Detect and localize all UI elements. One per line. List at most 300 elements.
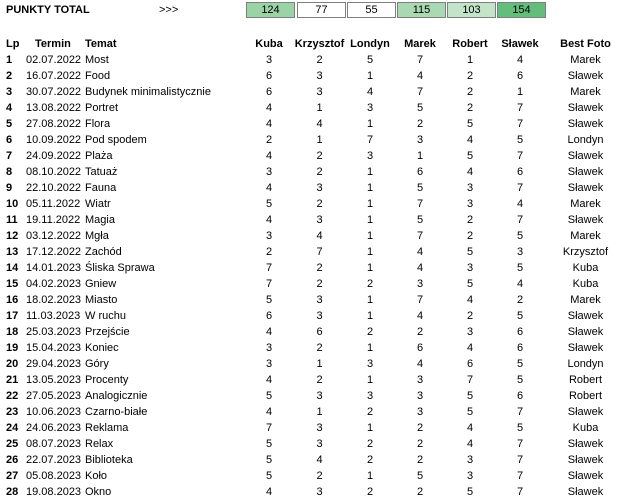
- cell-londyn: 2: [366, 486, 374, 498]
- cell-kuba: 4: [265, 118, 273, 130]
- cell-topic: Flora: [85, 118, 111, 130]
- cell-slawek: 4: [516, 278, 524, 290]
- table-row: [0, 308, 626, 324]
- cell-londyn: 1: [366, 310, 374, 322]
- cell-robert: 4: [466, 294, 474, 306]
- table-row: [0, 180, 626, 196]
- cell-krzysztof: 6: [316, 326, 323, 338]
- cell-londyn: 2: [366, 438, 374, 450]
- cell-best-foto: Sławek: [567, 214, 604, 226]
- cell-robert: 5: [466, 390, 474, 402]
- cell-marek: 3: [416, 278, 424, 290]
- cell-slawek: 6: [516, 70, 524, 82]
- cell-marek: 4: [416, 310, 424, 322]
- cell-best-foto: Sławek: [567, 118, 604, 130]
- cell-marek: 1: [416, 150, 424, 162]
- cell-date: 11.03.2023: [26, 310, 81, 322]
- cell-londyn: 1: [366, 198, 374, 210]
- cell-londyn: 7: [366, 134, 374, 146]
- cell-date: 02.07.2022: [26, 54, 82, 66]
- cell-lp: 28: [6, 486, 19, 498]
- table-row: [0, 244, 626, 260]
- cell-slawek: 7: [516, 118, 524, 130]
- cell-date: 30.07.2022: [26, 86, 82, 98]
- total-slawek: 154: [497, 2, 546, 18]
- cell-topic: Biblioteka: [85, 454, 133, 466]
- cell-date: 24.09.2022: [26, 150, 82, 162]
- cell-robert: 2: [466, 214, 474, 226]
- table-row: [0, 324, 626, 340]
- cell-topic: Analogicznie: [85, 390, 148, 402]
- cell-londyn: 1: [366, 214, 374, 226]
- cell-robert: 5: [466, 246, 474, 258]
- cell-krzysztof: 1: [316, 406, 323, 418]
- cell-kuba: 6: [265, 86, 273, 98]
- cell-topic: Koło: [85, 470, 108, 482]
- col-header-marek: Marek: [404, 37, 436, 50]
- cell-londyn: 3: [366, 390, 374, 402]
- cell-slawek: 3: [516, 246, 524, 258]
- table-row: [0, 228, 626, 244]
- cell-topic: Wiatr: [85, 198, 111, 210]
- cell-lp: 23: [6, 406, 19, 418]
- cell-topic: Pod spodem: [85, 134, 147, 146]
- cell-date: 14.01.2023: [26, 262, 82, 274]
- cell-topic: Portret: [85, 102, 119, 114]
- cell-date: 19.08.2023: [26, 486, 82, 498]
- cell-robert: 3: [466, 182, 474, 194]
- cell-robert: 5: [466, 118, 474, 130]
- cell-slawek: 5: [516, 262, 524, 274]
- cell-marek: 7: [416, 54, 424, 66]
- cell-marek: 3: [416, 134, 424, 146]
- cell-marek: 2: [416, 326, 424, 338]
- cell-date: 04.02.2023: [26, 278, 82, 290]
- cell-best-foto: Londyn: [567, 358, 604, 370]
- cell-slawek: 7: [516, 438, 524, 450]
- cell-londyn: 1: [366, 262, 374, 274]
- cell-lp: 6: [6, 134, 13, 146]
- cell-lp: 8: [6, 166, 13, 178]
- cell-best-foto: Sławek: [567, 70, 604, 82]
- cell-date: 03.12.2022: [26, 230, 82, 242]
- cell-lp: 15: [6, 278, 19, 290]
- cell-lp: 17: [6, 310, 19, 322]
- cell-marek: 4: [416, 358, 424, 370]
- cell-robert: 5: [466, 150, 474, 162]
- cell-londyn: 2: [366, 406, 374, 418]
- cell-slawek: 7: [516, 470, 524, 482]
- cell-topic: Procenty: [85, 374, 129, 386]
- cell-best-foto: Marek: [570, 230, 601, 242]
- cell-robert: 6: [466, 358, 474, 370]
- cell-londyn: 1: [366, 294, 374, 306]
- cell-best-foto: Sławek: [567, 102, 604, 114]
- totals-bar: [0, 2, 626, 20]
- cell-kuba: 5: [265, 470, 273, 482]
- cell-kuba: 5: [265, 390, 273, 402]
- cell-topic: Budynek minimalistycznie: [85, 86, 211, 98]
- cell-topic: Śliska Sprawa: [85, 262, 155, 274]
- cell-krzysztof: 2: [316, 262, 323, 274]
- cell-topic: Relax: [85, 438, 114, 450]
- cell-topic: Reklama: [85, 422, 129, 434]
- totals-label: PUNKTY TOTAL: [6, 4, 90, 16]
- cell-marek: 7: [416, 230, 424, 242]
- table-row: [0, 260, 626, 276]
- table-row: [0, 132, 626, 148]
- cell-londyn: 1: [366, 246, 374, 258]
- table-row: [0, 452, 626, 468]
- table-row: [0, 484, 626, 500]
- cell-krzysztof: 4: [316, 230, 323, 242]
- col-header-krzysztof: Krzysztof: [294, 37, 345, 50]
- cell-lp: 1: [6, 54, 13, 66]
- cell-kuba: 3: [265, 230, 273, 242]
- total-marek: 115: [397, 2, 446, 18]
- cell-date: 15.04.2023: [26, 342, 82, 354]
- cell-best-foto: Sławek: [567, 406, 604, 418]
- cell-kuba: 6: [265, 70, 273, 82]
- cell-topic: Miasto: [85, 294, 118, 306]
- cell-londyn: 3: [366, 150, 374, 162]
- table-row: [0, 276, 626, 292]
- col-header-slawek: Sławek: [501, 37, 539, 50]
- cell-robert: 3: [466, 262, 474, 274]
- table-row: [0, 420, 626, 436]
- col-header-best-foto: Best Foto: [560, 37, 611, 50]
- cell-best-foto: Sławek: [567, 470, 604, 482]
- cell-slawek: 5: [516, 358, 524, 370]
- cell-lp: 21: [6, 374, 19, 386]
- cell-kuba: 5: [265, 198, 273, 210]
- cell-lp: 24: [6, 422, 19, 434]
- cell-date: 17.12.2022: [26, 246, 82, 258]
- cell-robert: 5: [466, 278, 474, 290]
- cell-topic: Gniew: [85, 278, 117, 290]
- cell-best-foto: Sławek: [567, 166, 604, 178]
- cell-robert: 2: [466, 70, 474, 82]
- cell-robert: 3: [466, 470, 474, 482]
- cell-robert: 3: [466, 454, 474, 466]
- table-row: [0, 164, 626, 180]
- cell-best-foto: Kuba: [572, 262, 599, 274]
- cell-topic: Zachód: [85, 246, 122, 258]
- cell-kuba: 7: [265, 422, 273, 434]
- cell-kuba: 4: [265, 326, 273, 338]
- cell-topic: W ruchu: [85, 310, 126, 322]
- cell-lp: 12: [6, 230, 19, 242]
- cell-date: 18.02.2023: [26, 294, 82, 306]
- cell-robert: 4: [466, 422, 474, 434]
- table-row: [0, 52, 626, 68]
- cell-date: 16.07.2022: [26, 70, 82, 82]
- cell-marek: 6: [416, 166, 424, 178]
- col-header-date: Termin: [35, 37, 71, 50]
- cell-marek: 6: [416, 342, 424, 354]
- total-robert: 103: [447, 2, 496, 18]
- cell-londyn: 1: [366, 70, 374, 82]
- table-row: [0, 212, 626, 228]
- col-header-kuba: Kuba: [255, 37, 283, 50]
- table-row: [0, 404, 626, 420]
- cell-slawek: 5: [516, 310, 524, 322]
- cell-marek: 5: [416, 182, 424, 194]
- cell-marek: 2: [416, 118, 424, 130]
- cell-londyn: 2: [366, 454, 374, 466]
- cell-lp: 20: [6, 358, 19, 370]
- cell-robert: 4: [466, 438, 474, 450]
- cell-kuba: 3: [265, 54, 273, 66]
- cell-best-foto: Sławek: [567, 438, 604, 450]
- cell-krzysztof: 3: [316, 390, 323, 402]
- cell-topic: Most: [85, 54, 109, 66]
- cell-best-foto: Sławek: [567, 150, 604, 162]
- cell-best-foto: Sławek: [567, 182, 604, 194]
- cell-best-foto: Marek: [570, 294, 601, 306]
- cell-slawek: 7: [516, 406, 524, 418]
- total-kuba: 124: [246, 2, 295, 18]
- cell-londyn: 1: [366, 118, 374, 130]
- cell-lp: 2: [6, 70, 13, 82]
- cell-date: 10.06.2023: [26, 406, 82, 418]
- cell-marek: 3: [416, 406, 424, 418]
- cell-kuba: 4: [265, 102, 273, 114]
- cell-date: 24.06.2023: [26, 422, 82, 434]
- cell-marek: 4: [416, 246, 424, 258]
- cell-slawek: 6: [516, 390, 524, 402]
- table-row: [0, 84, 626, 100]
- cell-krzysztof: 3: [316, 86, 323, 98]
- cell-kuba: 4: [265, 374, 273, 386]
- cell-krzysztof: 2: [316, 374, 323, 386]
- cell-best-foto: Marek: [570, 198, 601, 210]
- cell-krzysztof: 4: [316, 454, 323, 466]
- cell-date: 05.11.2022: [26, 198, 81, 210]
- table-row: [0, 388, 626, 404]
- cell-marek: 2: [416, 454, 424, 466]
- cell-lp: 11: [6, 214, 18, 226]
- cell-date: 25.03.2023: [26, 326, 82, 338]
- cell-slawek: 7: [516, 102, 524, 114]
- cell-kuba: 5: [265, 454, 273, 466]
- cell-best-foto: Kuba: [572, 422, 599, 434]
- cell-robert: 5: [466, 406, 474, 418]
- cell-slawek: 6: [516, 166, 524, 178]
- cell-kuba: 6: [265, 310, 273, 322]
- cell-robert: 4: [466, 166, 474, 178]
- cell-robert: 4: [466, 134, 474, 146]
- cell-kuba: 2: [265, 246, 273, 258]
- cell-date: 22.10.2022: [26, 182, 82, 194]
- cell-topic: Czarno-białe: [85, 406, 148, 418]
- cell-slawek: 6: [516, 326, 524, 338]
- cell-robert: 5: [466, 486, 474, 498]
- cell-lp: 26: [6, 454, 19, 466]
- cell-topic: Okno: [85, 486, 112, 498]
- cell-topic: Food: [85, 70, 111, 82]
- cell-kuba: 3: [265, 358, 273, 370]
- table-row: [0, 468, 626, 484]
- col-header-robert: Robert: [452, 37, 488, 50]
- cell-slawek: 1: [516, 86, 524, 98]
- cell-kuba: 2: [265, 134, 273, 146]
- col-header-topic: Temat: [85, 37, 117, 50]
- cell-slawek: 5: [516, 374, 524, 386]
- cell-krzysztof: 7: [316, 246, 323, 258]
- cell-marek: 4: [416, 262, 424, 274]
- cell-robert: 3: [466, 198, 474, 210]
- table-row: [0, 68, 626, 84]
- table-row: [0, 100, 626, 116]
- cell-lp: 27: [6, 470, 19, 482]
- cell-kuba: 7: [265, 262, 273, 274]
- cell-best-foto: Kuba: [572, 278, 599, 290]
- cell-topic: Mgła: [85, 230, 109, 242]
- cell-kuba: 3: [265, 342, 273, 354]
- table-row: [0, 148, 626, 164]
- cell-topic: Góry: [85, 358, 109, 370]
- table-row: [0, 372, 626, 388]
- cell-kuba: 3: [265, 166, 273, 178]
- cell-date: 27.05.2023: [26, 390, 82, 402]
- cell-best-foto: Robert: [568, 374, 603, 386]
- cell-slawek: 7: [516, 150, 524, 162]
- table-row: [0, 436, 626, 452]
- cell-slawek: 7: [516, 182, 524, 194]
- cell-lp: 16: [6, 294, 19, 306]
- cell-krzysztof: 2: [316, 150, 323, 162]
- cell-londyn: 1: [366, 182, 374, 194]
- cell-lp: 13: [6, 246, 19, 258]
- totals-arrows: >>>: [159, 4, 179, 16]
- cell-kuba: 4: [265, 214, 273, 226]
- cell-robert: 7: [466, 374, 474, 386]
- cell-topic: Fauna: [85, 182, 117, 194]
- cell-slawek: 5: [516, 134, 524, 146]
- cell-krzysztof: 2: [316, 278, 323, 290]
- cell-robert: 2: [466, 102, 474, 114]
- cell-krzysztof: 2: [316, 54, 323, 66]
- cell-marek: 2: [416, 422, 424, 434]
- col-header-lp: Lp: [6, 37, 20, 50]
- cell-robert: 2: [466, 310, 474, 322]
- cell-best-foto: Sławek: [567, 486, 604, 498]
- cell-marek: 2: [416, 438, 424, 450]
- table-row: [0, 356, 626, 372]
- cell-londyn: 2: [366, 326, 374, 338]
- cell-date: 29.04.2023: [26, 358, 82, 370]
- cell-date: 13.08.2022: [26, 102, 82, 114]
- cell-topic: Tatuaż: [85, 166, 118, 178]
- cell-best-foto: Londyn: [567, 134, 604, 146]
- col-header-londyn: Londyn: [350, 37, 390, 50]
- total-londyn: 55: [347, 2, 396, 18]
- cell-krzysztof: 2: [316, 198, 323, 210]
- cell-lp: 19: [6, 342, 19, 354]
- cell-krzysztof: 3: [316, 486, 323, 498]
- cell-slawek: 7: [516, 454, 524, 466]
- cell-kuba: 4: [265, 486, 273, 498]
- table-row: [0, 340, 626, 356]
- cell-londyn: 1: [366, 374, 374, 386]
- cell-date: 10.09.2022: [26, 134, 82, 146]
- cell-best-foto: Krzysztof: [562, 246, 609, 258]
- cell-robert: 2: [466, 86, 474, 98]
- cell-londyn: 4: [366, 86, 374, 98]
- cell-best-foto: Marek: [570, 86, 601, 98]
- cell-best-foto: Sławek: [567, 326, 604, 338]
- cell-lp: 25: [6, 438, 19, 450]
- cell-krzysztof: 3: [316, 294, 323, 306]
- cell-lp: 18: [6, 326, 19, 338]
- cell-date: 08.07.2023: [26, 438, 82, 450]
- cell-best-foto: Sławek: [567, 454, 604, 466]
- cell-krzysztof: 1: [316, 102, 323, 114]
- cell-marek: 5: [416, 470, 424, 482]
- cell-marek: 5: [416, 214, 424, 226]
- cell-krzysztof: 4: [316, 118, 323, 130]
- cell-krzysztof: 3: [316, 438, 323, 450]
- cell-slawek: 7: [516, 214, 524, 226]
- cell-slawek: 2: [516, 294, 524, 306]
- cell-best-foto: Robert: [568, 390, 603, 402]
- cell-londyn: 3: [366, 358, 374, 370]
- cell-topic: Plaża: [85, 150, 113, 162]
- cell-marek: 4: [416, 70, 424, 82]
- cell-krzysztof: 1: [316, 134, 323, 146]
- cell-lp: 14: [6, 262, 19, 274]
- cell-lp: 5: [6, 118, 13, 130]
- table-row: [0, 116, 626, 132]
- cell-krzysztof: 3: [316, 182, 323, 194]
- cell-kuba: 5: [265, 294, 273, 306]
- cell-marek: 7: [416, 198, 424, 210]
- cell-kuba: 5: [265, 438, 273, 450]
- cell-lp: 9: [6, 182, 13, 194]
- cell-slawek: 5: [516, 422, 524, 434]
- cell-londyn: 5: [366, 54, 374, 66]
- cell-best-foto: Sławek: [567, 342, 604, 354]
- cell-londyn: 3: [366, 102, 374, 114]
- cell-kuba: 7: [265, 278, 273, 290]
- cell-kuba: 4: [265, 406, 273, 418]
- cell-krzysztof: 3: [316, 422, 323, 434]
- cell-kuba: 4: [265, 182, 273, 194]
- cell-marek: 5: [416, 102, 424, 114]
- cell-krzysztof: 3: [316, 70, 323, 82]
- cell-slawek: 4: [516, 198, 524, 210]
- cell-londyn: 1: [366, 470, 374, 482]
- table-row: [0, 196, 626, 212]
- cell-lp: 4: [6, 102, 13, 114]
- cell-topic: Koniec: [85, 342, 119, 354]
- cell-lp: 10: [6, 198, 19, 210]
- cell-marek: 7: [416, 294, 424, 306]
- cell-londyn: 1: [366, 166, 374, 178]
- cell-date: 22.07.2023: [26, 454, 82, 466]
- cell-topic: Przejście: [85, 326, 130, 338]
- cell-date: 08.10.2022: [26, 166, 82, 178]
- cell-best-foto: Sławek: [567, 310, 604, 322]
- table-header-row: [0, 35, 626, 52]
- cell-slawek: 6: [516, 342, 524, 354]
- cell-krzysztof: 3: [316, 310, 323, 322]
- cell-krzysztof: 1: [316, 358, 323, 370]
- cell-date: 05.08.2023: [26, 470, 82, 482]
- cell-krzysztof: 3: [316, 214, 323, 226]
- cell-date: 13.05.2023: [26, 374, 82, 386]
